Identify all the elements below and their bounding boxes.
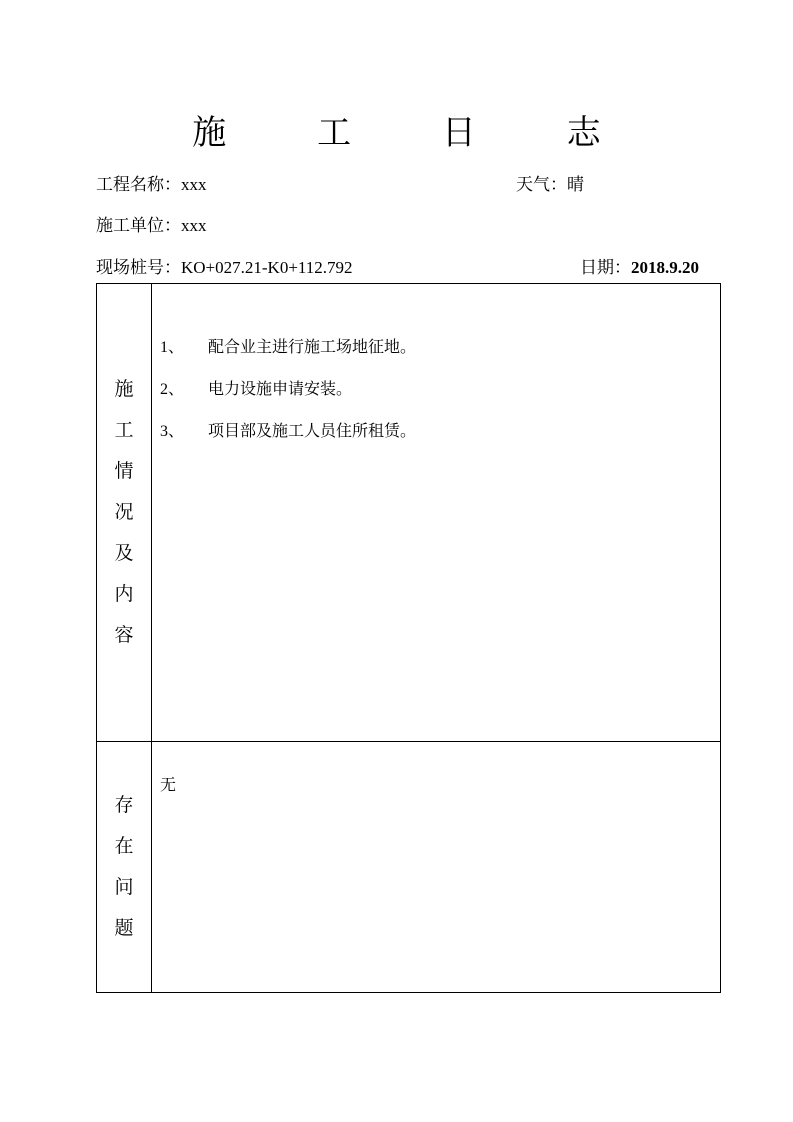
label-char: 工 (114, 419, 134, 441)
unit-label: 施工单位： (96, 216, 181, 236)
work-row (97, 284, 721, 742)
label-char: 施 (114, 378, 134, 400)
label-char: 情 (114, 460, 134, 482)
label-char: 存 (114, 794, 134, 816)
label-char: 题 (114, 917, 134, 939)
issues-label (97, 742, 152, 993)
weather-label: 天气： (516, 175, 567, 195)
work-content (152, 284, 721, 742)
item-number: 1、 (160, 339, 185, 356)
item-text: 项目部及施工人员住所租赁。 (208, 421, 417, 440)
date-value: 2018.9.20 (631, 258, 699, 277)
issues-text: 无 (160, 775, 177, 794)
label-char: 问 (114, 876, 134, 898)
station-value: KO+027.21-K0+112.792 (181, 258, 353, 277)
label-char: 内 (114, 583, 134, 605)
project-label: 工程名称： (96, 175, 181, 195)
list-item (160, 368, 720, 410)
item-number: 3、 (160, 423, 185, 440)
label-char: 容 (114, 624, 134, 646)
list-item (160, 326, 720, 368)
label-char: 及 (114, 542, 134, 564)
list-item (160, 410, 720, 452)
issues-row (97, 742, 721, 993)
weather-value: 晴 (567, 175, 584, 195)
item-text: 配合业主进行施工场地征地。 (208, 337, 417, 356)
item-number: 2、 (160, 381, 185, 398)
weather (516, 170, 584, 195)
construction-unit (96, 211, 207, 236)
work-label (97, 284, 152, 742)
log-table (96, 283, 721, 993)
date (580, 253, 699, 278)
issues-content (152, 742, 721, 993)
project-name (96, 170, 207, 195)
station-number (96, 253, 353, 278)
date-label: 日期： (580, 258, 631, 278)
item-text: 电力设施申请安装。 (208, 379, 353, 398)
label-char: 况 (114, 501, 134, 523)
project-value: xxx (181, 175, 207, 194)
label-char: 在 (114, 835, 134, 857)
unit-value: xxx (181, 216, 207, 235)
station-label: 现场桩号： (96, 258, 181, 278)
page-title: 施 工 日 志 (192, 113, 641, 153)
